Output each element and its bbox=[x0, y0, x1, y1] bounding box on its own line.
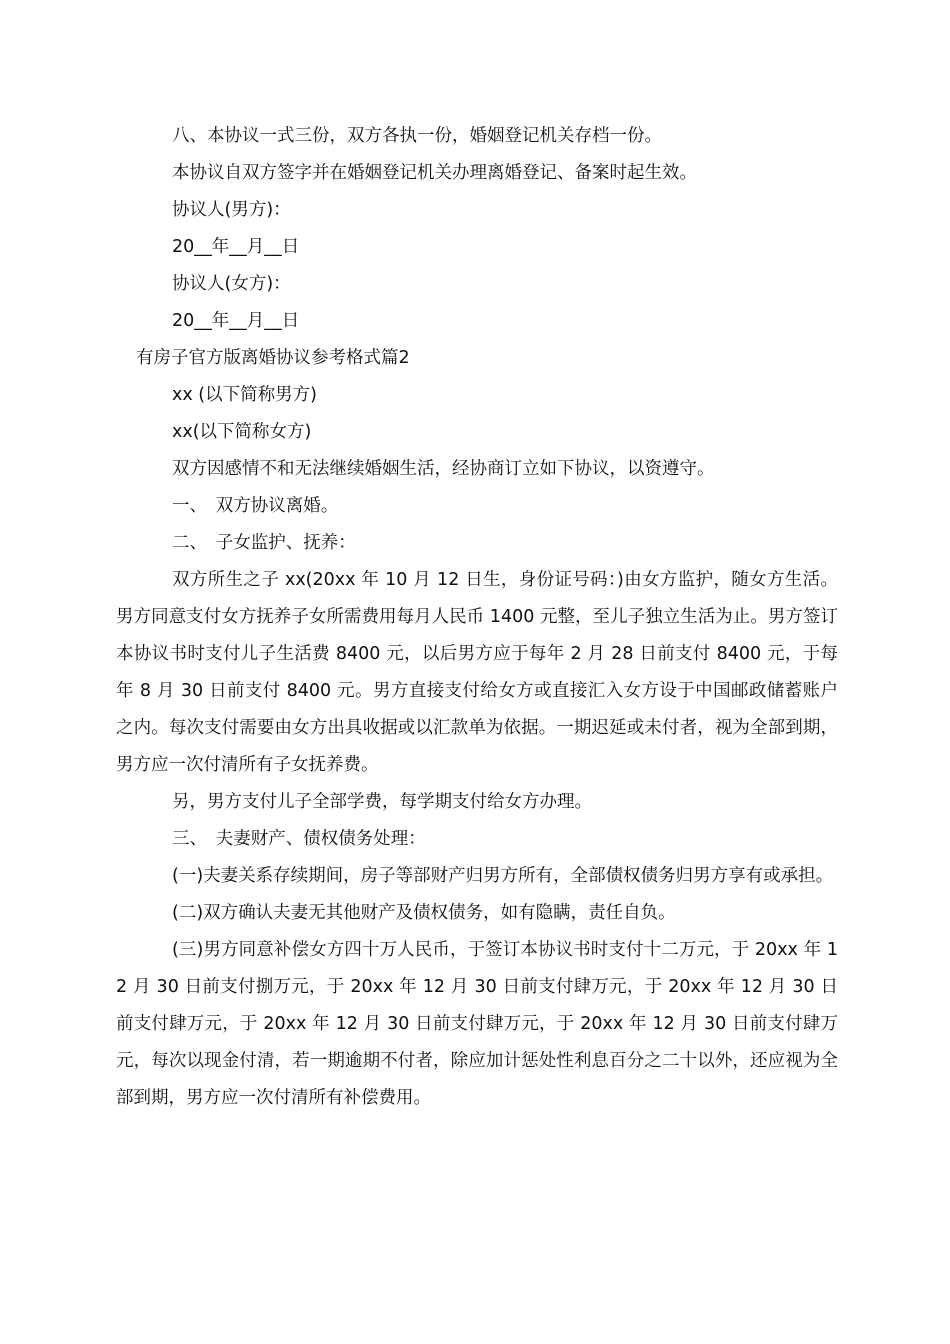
signatory-female: 协议人(女方)： bbox=[172, 274, 291, 294]
section-title: 有房子官方版离婚协议参考格式篇2 bbox=[136, 348, 410, 368]
property-paragraph-3: (三)男方同意补偿女方四十万人民币，于签订本协议书时支付十二万元，于 20xx 年 12 月 30 日前支付捌万元，于 20xx 年 12 月 30 日前支付肆万元，于 20xx 年 12 月 30 日前支付肆万元，于 20xx 年 12 月 30 日前支付肆万元，于 20xx 年 12 月 30 日前支付肆万元，每次以现金付清，若一期逾期不付者，除应加计惩处性利息百分之二十以外，还应视为全部到期，男方应一次付清所有补偿费用。 bbox=[116, 940, 838, 1108]
effective-clause: 本协议自双方签字并在婚姻登记机关办理离婚登记、备案时起生效。 bbox=[172, 163, 697, 183]
property-paragraph-2: (二)双方确认夫妻无其他财产及债权债务，如有隐瞒，责任自负。 bbox=[172, 903, 676, 923]
date-line-female: 20__年__月__日 bbox=[172, 311, 300, 331]
clause-three-heading: 三、 夫妻财产、债权债务处理： bbox=[172, 829, 426, 849]
party-female: xx(以下简称女方) bbox=[172, 422, 312, 442]
clause-one: 一、 双方协议离婚。 bbox=[172, 496, 339, 516]
clause-two-heading: 二、 子女监护、抚养： bbox=[172, 533, 356, 553]
party-male: xx (以下简称男方) bbox=[172, 385, 317, 405]
tuition-line: 另，男方支付儿子全部学费，每学期支付给女方办理。 bbox=[172, 792, 592, 812]
clause-eight: 八、本协议一式三份，双方各执一份，婚姻登记机关存档一份。 bbox=[172, 126, 662, 146]
date-line-male: 20__年__月__日 bbox=[172, 237, 300, 257]
document-body bbox=[116, 118, 838, 1117]
custody-paragraph: 双方所生之子 xx(20xx 年 10 月 12 日生，身份证号码：)由女方监护，随女方生活。男方同意支付女方抚养子女所需费用每月人民币 1400 元整，至儿子独立生活为止。男方签订本协议书时支付儿子生活费 8400 元，以后男方应于每年 2 月 28 日前支付 8400 元，于每年 8 月 30 日前支付 8400 元。男方直接支付给女方或直接汇入女方设于中国邮政储蓄账户之内。每次支付需要由女方出具收据或以汇款单为依据。一期迟延或未付者，视为全部到期，男方应一次付清所有子女抚养费。 bbox=[116, 570, 838, 775]
property-paragraph-1: (一)夫妻关系存续期间，房子等部财产归男方所有，全部债权债务归男方享有或承担。 bbox=[172, 866, 834, 886]
signatory-male: 协议人(男方)： bbox=[172, 200, 291, 220]
preamble: 双方因感情不和无法继续婚姻生活，经协商订立如下协议，以资遵守。 bbox=[172, 459, 715, 479]
